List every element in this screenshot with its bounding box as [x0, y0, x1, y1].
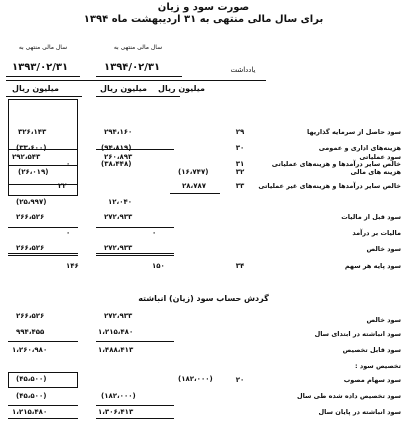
subtotal-unit-label: میلیون ریال — [158, 84, 205, 93]
row-prior: (۲۶،۰۱۹) — [18, 168, 49, 176]
row-note: ۳۱ — [235, 160, 245, 168]
row-label: سود انباشته در ابتدای سال — [314, 330, 401, 338]
row-sub: (۱۸۲،۰۰۰) — [178, 375, 213, 383]
row-note: ۳۰ — [235, 144, 245, 152]
row-note: ۳۳ — [235, 182, 245, 190]
row-prior: ۹۹۴،۴۵۵ — [16, 328, 45, 336]
row-current: (۳۸،۴۴۸) — [101, 160, 132, 168]
row-note: ۳۲ — [235, 168, 245, 176]
prior-year-header: سال مالی منتهی به — [18, 44, 68, 51]
row-label: سود انباشته در پایان سال — [318, 408, 401, 416]
row-prior: ۲۹۲،۵۴۳ — [12, 153, 41, 161]
prior-date-underline — [6, 76, 80, 77]
row-label: خالص سایر درآمدها و هزینه‌های عملیاتی — [271, 160, 401, 168]
row-prior: ۰ — [66, 160, 71, 168]
row-prior: ۲۲ — [58, 182, 67, 190]
row-label: سود پایه هر سهم — [344, 262, 401, 270]
row-note: ۳۴ — [235, 262, 245, 270]
row-current: ۱،۲۱۵،۴۸۰ — [98, 328, 134, 336]
prior-unit-label: میلیون ریال — [12, 84, 59, 93]
row-note: ۲۰ — [235, 376, 245, 384]
sub-nonop-rule — [170, 193, 220, 194]
row-prior: ۱،۲۱۵،۴۸۰ — [12, 408, 48, 416]
row-prior: ۲۶۶،۵۲۶ — [16, 213, 45, 221]
row-sub: ۲۸،۷۸۷ — [182, 182, 207, 190]
row-current: ۱،۴۸۸،۴۱۳ — [98, 346, 134, 354]
current-distributable-rule — [96, 341, 174, 342]
current-date-underline — [96, 76, 182, 77]
prior-unit-rule — [6, 96, 82, 97]
row-label: هزینه‌های اداری و عمومی — [318, 144, 401, 152]
row-prior: ۳۲۶،۱۴۳ — [18, 128, 47, 136]
retained-earnings-section-title: گردش حساب سود (زیان) انباشته — [138, 294, 269, 303]
header-rule — [6, 80, 266, 81]
row-label: سود قابل تخصیص — [342, 346, 401, 354]
prior-net-double-rule — [8, 253, 78, 256]
row-current: ۲۷۲،۹۳۳ — [104, 244, 133, 252]
row-label: هزینه های مالی — [350, 168, 401, 176]
row-prior: (۲۵،۹۹۷) — [16, 198, 47, 206]
row-current: ۱،۳۰۶،۴۱۳ — [98, 408, 134, 416]
current-unit-label: میلیون ریال — [100, 84, 147, 93]
row-current: ۱۲،۰۴۰ — [108, 198, 133, 206]
row-current: ۲۷۲،۹۳۳ — [104, 312, 133, 320]
row-current: (۹۴،۸۱۹) — [101, 144, 132, 152]
row-label: سود عملیاتی — [359, 153, 401, 161]
row-prior: (۴۵،۵۰۰) — [16, 392, 47, 400]
prior-end-rule-2 — [8, 418, 78, 419]
row-prior: ۱۴۶ — [66, 262, 79, 270]
row-prior: (۴۵،۵۰۰) — [16, 375, 47, 383]
current-end-rule-2 — [96, 418, 174, 419]
prior-distributable-rule — [8, 341, 78, 342]
row-prior: ۲۶۶،۵۲۶ — [16, 244, 45, 252]
row-label: سود حاصل از سرمایه گذاریها — [307, 128, 401, 136]
statement-title: صورت سود و زیان — [157, 2, 250, 13]
row-label: خالص سایر درآمدها و هزینه‌های غیر عملیاتی — [258, 182, 401, 190]
row-label: سود خالص — [366, 316, 401, 324]
current-unit-rule — [96, 96, 180, 97]
row-current: ۲۶۰،۸۹۳ — [104, 153, 133, 161]
row-prior: ۱،۲۶۰،۹۸۰ — [12, 346, 48, 354]
row-label: سود قبل از مالیات — [341, 213, 401, 221]
row-label: سود تخصیص داده شده طی سال — [296, 392, 401, 400]
prior-year-date: ۱۳۹۳/۰۲/۳۱ — [12, 62, 69, 73]
row-note: ۲۹ — [235, 128, 245, 136]
row-prior: (۳۳،۶۰۰) — [16, 144, 47, 152]
prior-tax-rule — [8, 227, 78, 228]
row-sub: (۱۶،۷۴۷) — [178, 168, 209, 176]
current-tax-rule — [96, 227, 174, 228]
row-current: ۱۵۰ — [152, 262, 165, 270]
current-net-double-rule — [96, 253, 174, 256]
row-label: سود سهام مصوب — [343, 376, 401, 384]
current-year-date: ۱۳۹۴/۰۲/۳۱ — [104, 62, 161, 73]
statement-subtitle: برای سال مالی منتهی به ۳۱ اردیبهشت ماه ۱۳۹۴ — [83, 14, 324, 25]
row-current: ۲۷۲،۹۳۳ — [104, 213, 133, 221]
row-current: ۰ — [152, 229, 157, 237]
current-end-rule — [96, 405, 174, 406]
row-label: سود خالص — [366, 245, 401, 253]
row-prior: ۲۶۶،۵۲۶ — [16, 312, 45, 320]
note-column-header: یادداشت — [230, 66, 256, 74]
row-current: ۲۹۴،۱۶۰ — [104, 128, 133, 136]
row-label: تخصیص سود : — [355, 362, 401, 370]
prior-end-rule — [8, 405, 78, 406]
row-label: مالیات بر درآمد — [352, 229, 401, 237]
current-year-header: سال مالی منتهی به — [113, 44, 163, 51]
row-prior: ۰ — [66, 229, 71, 237]
row-current: (۱۸۲،۰۰۰) — [101, 392, 136, 400]
